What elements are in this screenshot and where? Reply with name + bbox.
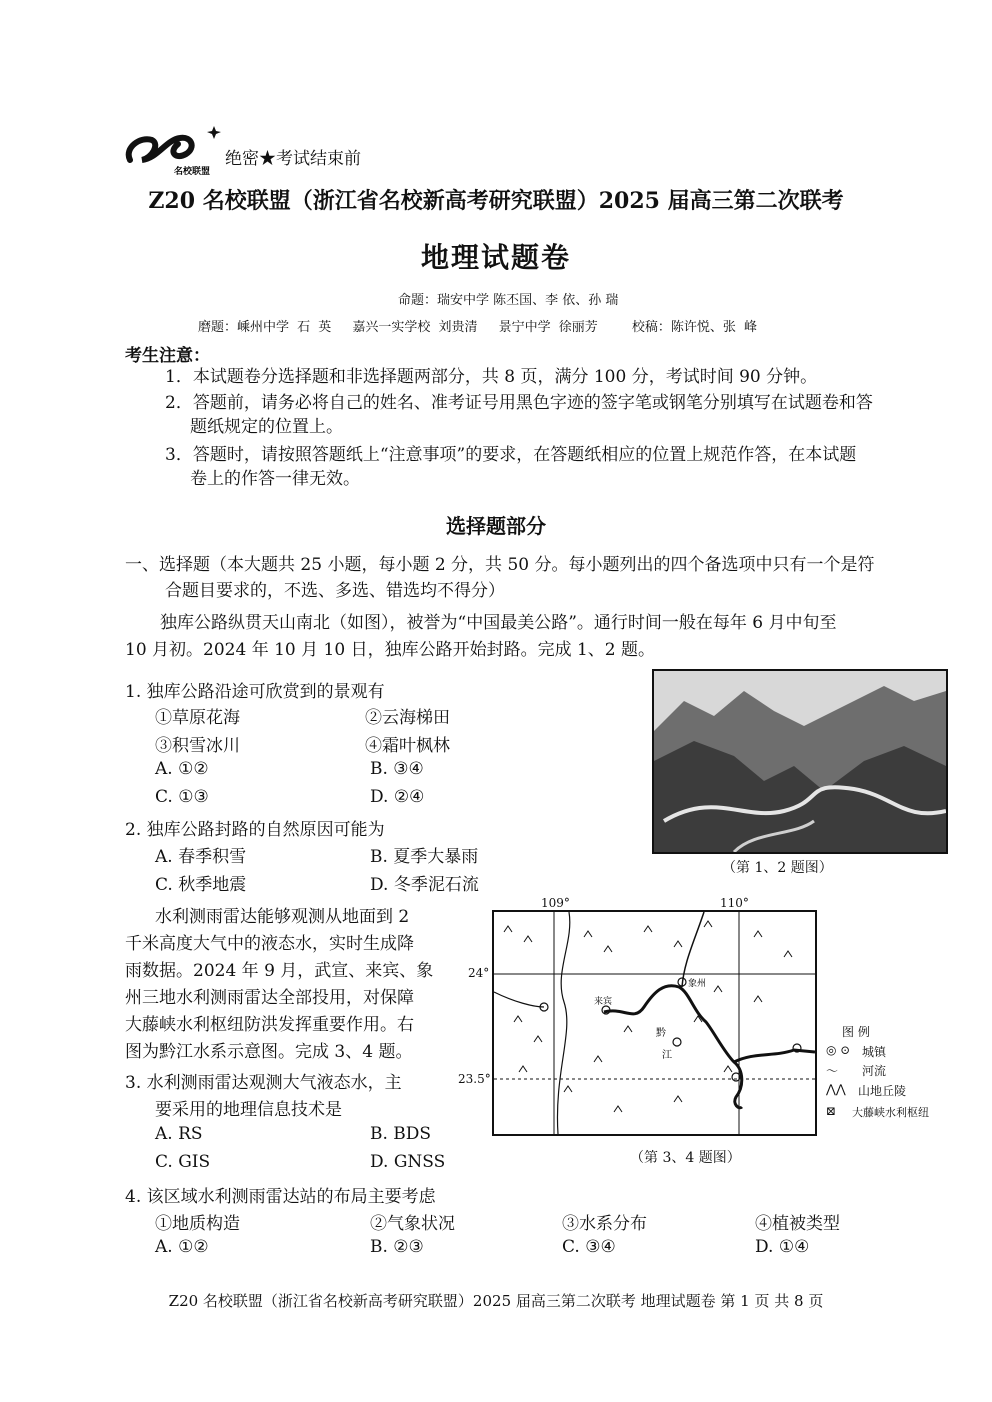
notice-item-1: 1．本试题卷分选择题和非选择题两部分，共 8 页，满分 100 分，考试时间 90 分钟。	[165, 367, 818, 387]
q4-option-b[interactable]: B. ②③	[370, 1237, 424, 1257]
passage-1-line: 独库公路纵贯天山南北（如图），被誉为“中国最美公路”。通行时间一般在每年 6 月中旬至	[160, 613, 837, 633]
logo	[122, 118, 222, 180]
passage-2-line: 水利测雨雷达能够观测从地面到 2	[155, 907, 410, 927]
q4-option-a[interactable]: A. ①②	[155, 1237, 209, 1257]
subject-title: 地理试题卷	[420, 241, 571, 274]
notice-heading: 考生注意：	[125, 346, 210, 366]
qianjiang-river-map	[492, 910, 817, 1136]
lat-label-23-5: 23.5°	[458, 1072, 491, 1086]
q1-option-c[interactable]: C. ①③	[155, 787, 209, 807]
city-xiangzhou: 象州	[688, 978, 707, 988]
q4-statement-3: ③水系分布	[562, 1214, 647, 1234]
legend-dam-icon: ⊠	[826, 1104, 837, 1118]
lon-label-110: 110°	[720, 896, 749, 910]
notice-item-3-cont: 卷上的作答一律无效。	[190, 469, 360, 489]
q3-option-d[interactable]: D. GNSS	[370, 1152, 446, 1172]
passage-2-line: 州三地水利测雨雷达全部投用，对保障	[125, 988, 414, 1008]
question-1-stem: 1. 独库公路沿途可欣赏到的景观有	[125, 682, 385, 702]
river-label-jiang: 江	[662, 1050, 672, 1061]
q1-option-a[interactable]: A. ①②	[155, 759, 209, 779]
legend-river-icon: 〜	[826, 1064, 839, 1078]
q2-option-d[interactable]: D. 冬季泥石流	[370, 875, 479, 895]
passage-2-line: 大藤峡水利枢纽防洪发挥重要作用。右	[125, 1015, 414, 1035]
question-3-stem-cont: 要采用的地理信息技术是	[155, 1100, 342, 1120]
section-title: 选择题部分	[446, 514, 546, 538]
notice-item-2-cont: 题纸规定的位置上。	[190, 417, 343, 437]
q4-option-c[interactable]: C. ③④	[562, 1237, 616, 1257]
question-3-stem: 3. 水利测雨雷达观测大气液态水，主	[125, 1073, 402, 1093]
q1-statement-4: ④霜叶枫林	[365, 736, 450, 756]
q1-option-d[interactable]: D. ②④	[370, 787, 425, 807]
q4-statement-2: ②气象状况	[370, 1214, 455, 1234]
notice-item-2: 2．答题前，请务必将自己的姓名、准考证号用黑色字迹的签字笔或钢笔分别填写在试题卷和答	[165, 393, 873, 413]
passage-2-line: 图为黔江水系示意图。完成 3、4 题。	[125, 1042, 413, 1062]
confidential-mark: 绝密★考试结束前	[225, 149, 361, 169]
lon-label-109: 109°	[541, 896, 570, 910]
mountain-road-photo	[652, 669, 948, 854]
map-caption: （第 3、4 题图）	[630, 1150, 741, 1166]
passage-1-line: 10 月初。2024 年 10 月 10 日，独库公路开始封路。完成 1、2 题。	[125, 640, 656, 660]
legend-river: 河流	[862, 1064, 887, 1078]
q2-option-b[interactable]: B. 夏季大暴雨	[370, 847, 479, 867]
q3-option-b[interactable]: B. BDS	[370, 1124, 432, 1144]
q1-statement-2: ②云海梯田	[365, 708, 450, 728]
q1-statement-1: ①草原花海	[155, 708, 240, 728]
legend-city: 城镇	[862, 1045, 887, 1059]
passage-2-line: 雨数据。2024 年 9 月，武宣、来宾、象	[125, 961, 434, 981]
q4-statement-4: ④植被类型	[755, 1214, 840, 1234]
q2-option-a[interactable]: A. 春季积雪	[155, 847, 247, 867]
legend-hill: 山地丘陵	[858, 1084, 907, 1098]
legend-city-icon: ◎ ⊙	[826, 1043, 851, 1057]
legend-dam: 大藤峡水利枢纽	[852, 1106, 929, 1119]
reviewers-line: 磨题：嵊州中学 石 英 嘉兴一实学校 刘贵清 景宁中学 徐丽芳 校稿：陈许悦、张 峰	[198, 320, 758, 335]
photo-caption: （第 1、2 题图）	[722, 860, 833, 876]
logo-text: 名校联盟	[174, 166, 211, 176]
city-laibin: 来宾	[594, 996, 613, 1006]
page-footer: Z20 名校联盟（浙江省名校新高考研究联盟）2025 届高三第二次联考 地理试题卷 第 1 页 共 8 页	[168, 1292, 824, 1310]
q3-option-a[interactable]: A. RS	[155, 1124, 203, 1144]
q4-statement-1: ①地质构造	[155, 1214, 240, 1234]
notice-item-3: 3．答题时，请按照答题纸上“注意事项”的要求，在答题纸相应的位置上规范作答，在本试题	[165, 445, 857, 465]
authors-line: 命题：瑞安中学 陈丕国、李 依、孙 瑞	[398, 293, 619, 308]
section-intro-cont: 合题目要求的，不选、多选、错选均不得分）	[165, 581, 505, 601]
legend-title: 图 例	[842, 1025, 870, 1039]
q3-option-c[interactable]: C. GIS	[155, 1152, 211, 1172]
passage-2-line: 千米高度大气中的液态水，实时生成降	[125, 934, 414, 954]
lat-label-24: 24°	[468, 966, 490, 980]
exam-title: Z20 名校联盟（浙江省名校新高考研究联盟）2025 届高三第二次联考	[148, 188, 844, 214]
q4-option-d[interactable]: D. ①④	[755, 1237, 810, 1257]
section-intro: 一、选择题（本大题共 25 小题，每小题 2 分，共 50 分。每小题列出的四个备选项中只有一个是符	[125, 555, 875, 575]
legend-hill-icon: ⋀⋀	[826, 1082, 846, 1096]
q1-option-b[interactable]: B. ③④	[370, 759, 424, 779]
question-4-stem: 4. 该区域水利测雨雷达站的布局主要考虑	[125, 1187, 436, 1207]
q2-option-c[interactable]: C. 秋季地震	[155, 875, 247, 895]
question-2-stem: 2. 独库公路封路的自然原因可能为	[125, 820, 385, 840]
river-label-qian: 黔	[656, 1028, 666, 1039]
q1-statement-3: ③积雪冰川	[155, 736, 240, 756]
